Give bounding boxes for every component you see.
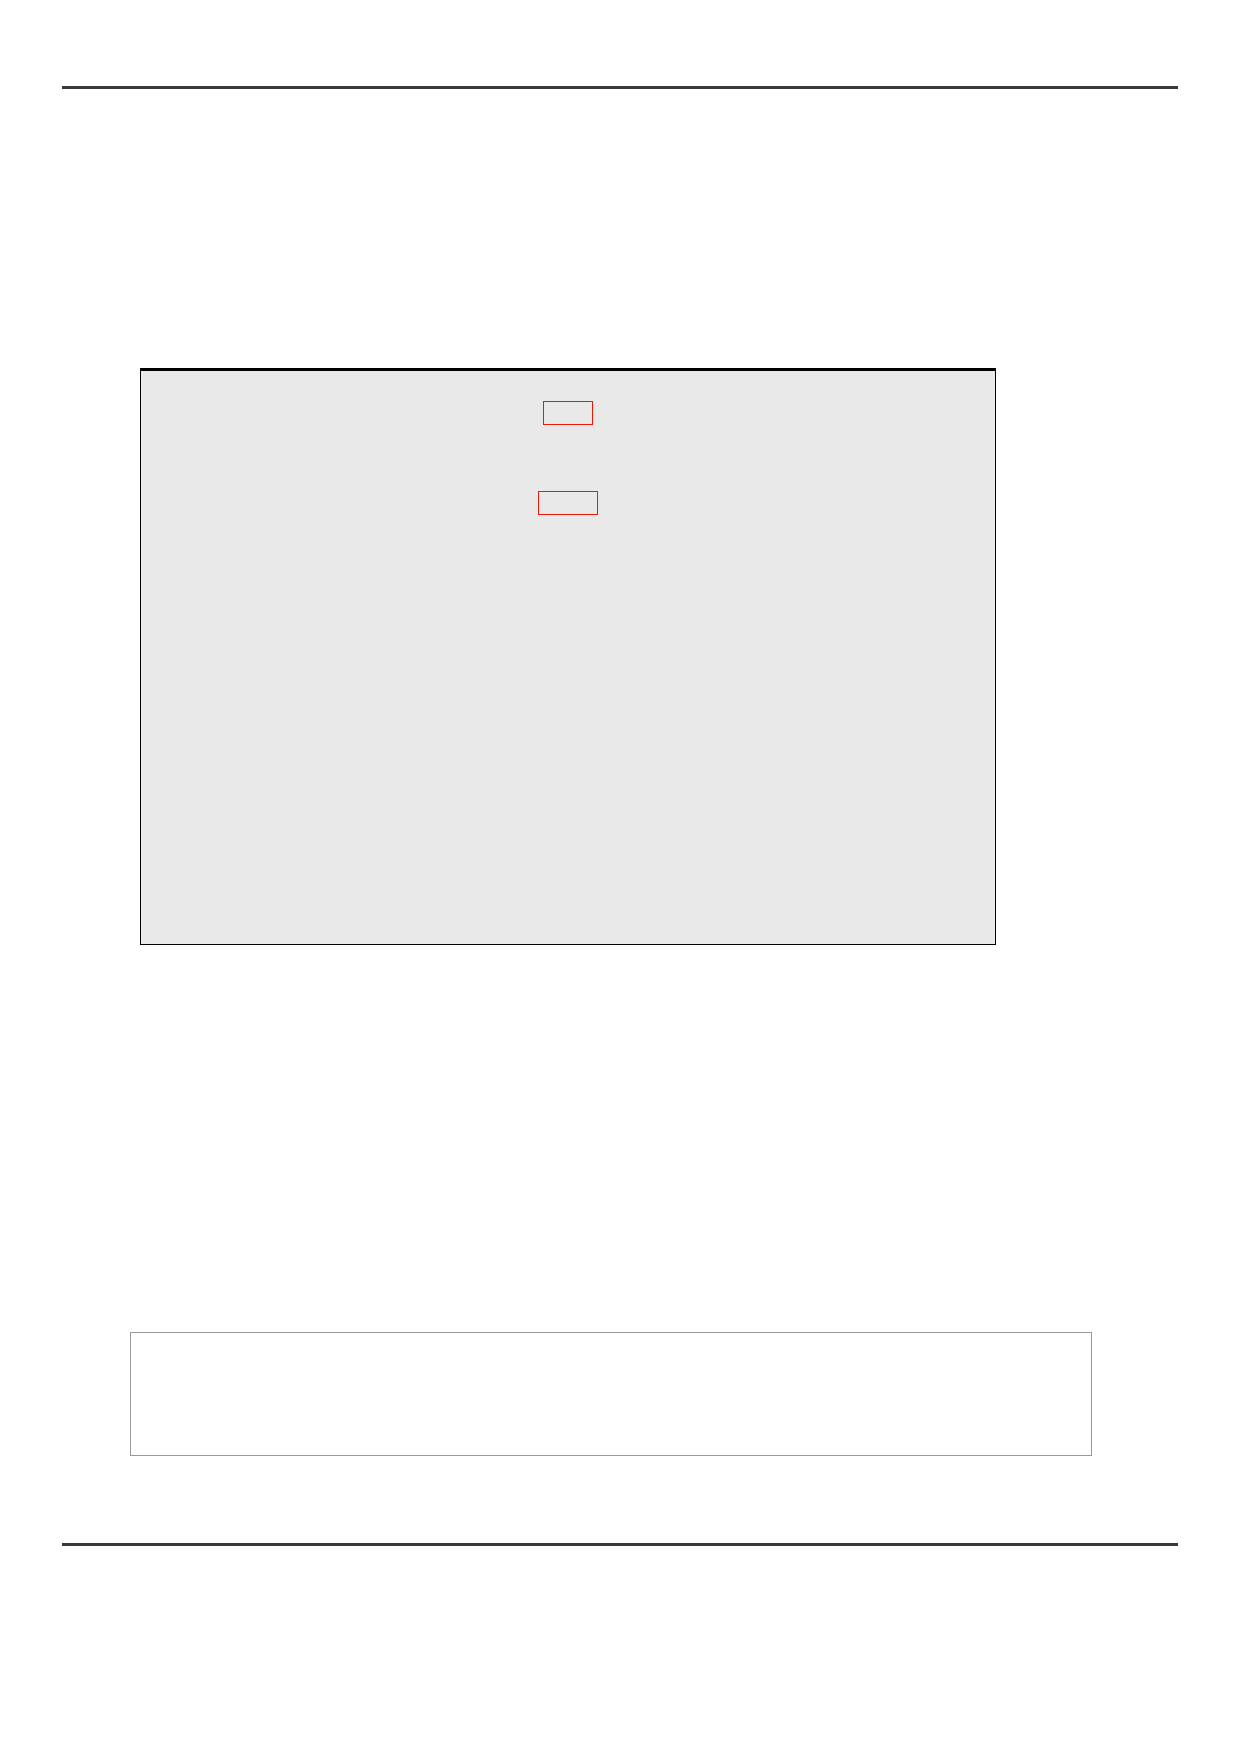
wave-packet-plot	[325, 958, 705, 1258]
integral-equation-box-1	[543, 401, 593, 425]
remarque-box	[130, 1332, 1092, 1456]
propriete-box	[140, 368, 996, 945]
header-rule	[62, 86, 1178, 89]
integral-equation-box-2	[538, 491, 598, 515]
footer-rule	[62, 1543, 1178, 1546]
wave-packet-figure	[325, 958, 705, 1258]
tf-paragraph	[163, 439, 973, 475]
